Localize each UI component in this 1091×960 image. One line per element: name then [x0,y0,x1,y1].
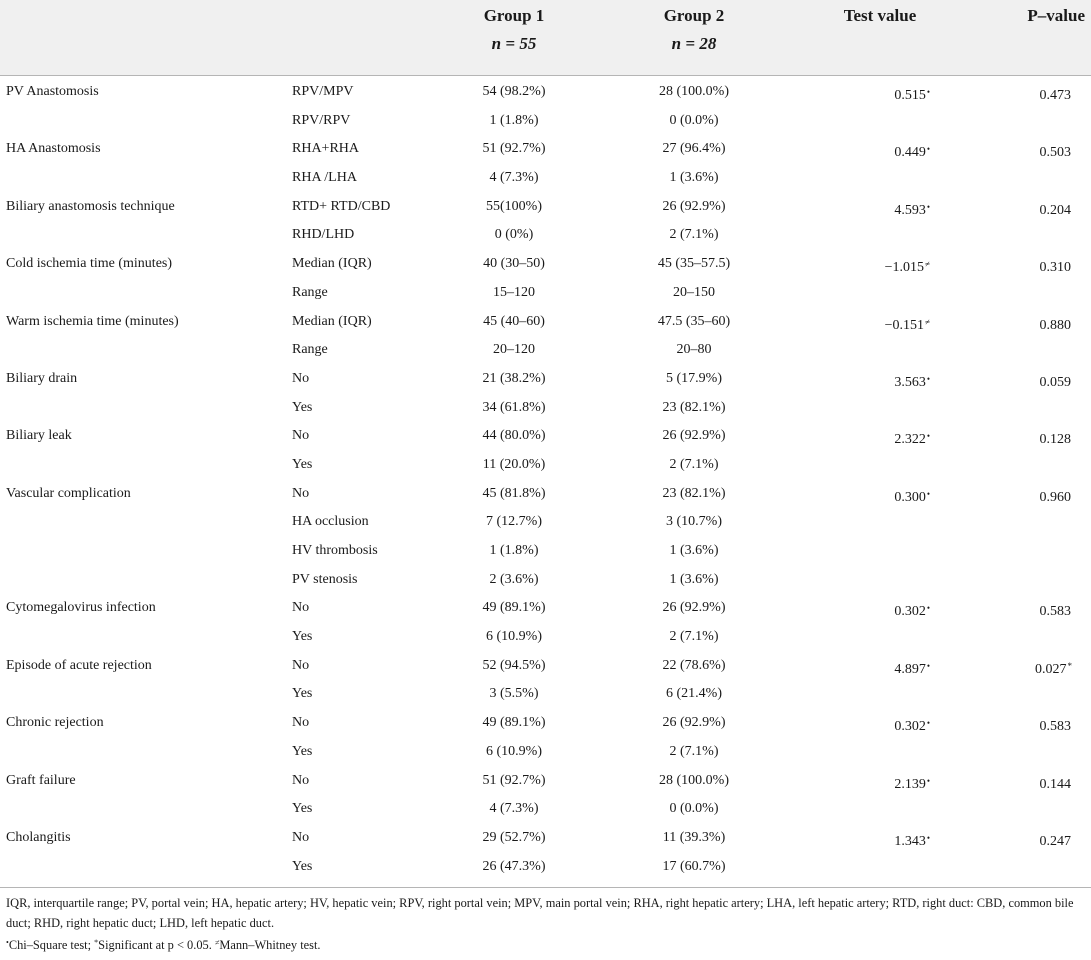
table-row [0,336,1091,365]
group1-cell: 3 (5.5%) [489,686,539,702]
level-cell: No [292,600,310,616]
p-mark: * [1067,660,1072,671]
p-value: 0.503 [1039,145,1071,161]
group1-cell: 21 (38.2%) [482,370,546,386]
group1-cell: 45 (40–60) [483,313,545,329]
group1-cell: 4 (7.3%) [489,801,539,817]
group1-cell: 45 (81.8%) [482,485,546,501]
test-value: 2.322 [894,432,926,448]
group2-cell: 2 (7.1%) [669,456,719,472]
test-value: 2.139 [894,776,926,792]
level-cell: Yes [292,629,313,645]
test-mark: • [926,660,930,671]
test-mark: ≠ [925,316,930,327]
group1-cell: 7 (12.7%) [486,514,542,530]
variable-cell: Vascular complication [6,485,131,501]
level-cell: Yes [292,456,313,472]
test-mark: • [926,144,930,155]
group1-cell: 0 (0%) [494,227,534,243]
level-cell: Range [292,342,328,358]
p-value: 0.204 [1039,202,1071,218]
p-value: 0.583 [1039,719,1071,735]
group2-cell: 6 (21.4%) [666,686,722,702]
group2-cell: 23 (82.1%) [662,399,726,415]
table-row [0,78,1091,107]
test-mark: • [926,775,930,786]
mann-whitney-mark: ≠ [214,938,220,947]
group2-n: n = 28 [671,34,717,53]
group2-cell: 1 (3.6%) [669,170,719,186]
table-row [0,193,1091,222]
group2-cell: 3 (10.7%) [666,514,722,530]
table-row [0,795,1091,824]
test-value-cell [820,853,930,886]
group2-label: Group 2 [663,6,725,25]
variable-cell: Episode of acute rejection [6,657,152,673]
p-value: 0.880 [1039,317,1071,333]
group1-cell: 55(100%) [486,198,542,214]
p-value: 0.247 [1039,833,1071,849]
variable-cell: Biliary anastomosis technique [6,198,175,214]
table-row [0,365,1091,394]
header-test-value: Test value [843,6,917,25]
p-value: 0.310 [1039,260,1071,276]
p-value: 0.128 [1039,432,1071,448]
variable-cell: Warm ischemia time (minutes) [6,313,179,329]
p-value: 0.144 [1039,776,1071,792]
test-value: 0.449 [894,145,926,161]
group2-cell: 2 (7.1%) [669,743,719,759]
group2-cell: 47.5 (35–60) [657,313,731,329]
test-mark: ≠ [925,259,930,270]
group2-cell: 26 (92.9%) [662,198,726,214]
test-mark: • [926,603,930,614]
level-cell: RHA+RHA [292,141,360,157]
significance-mark: * [94,938,99,947]
group1-cell: 49 (89.1%) [482,715,546,731]
group2-cell: 0 (0.0%) [669,801,719,817]
group2-cell: 5 (17.9%) [666,370,722,386]
level-cell: Median (IQR) [292,256,372,272]
group2-cell: 17 (60.7%) [662,858,726,874]
table-row [0,451,1091,480]
test-mark: • [926,201,930,212]
statistics-note [6,933,1086,955]
level-cell: No [292,428,310,444]
group1-cell: 34 (61.8%) [482,399,546,415]
group2-cell: 26 (92.9%) [662,715,726,731]
group2-cell: 1 (3.6%) [669,543,719,558]
table-row [0,680,1091,709]
level-cell: No [292,485,310,501]
header-p-value: P–value [1027,6,1085,25]
table-row [0,594,1091,623]
group2-cell: 20–80 [676,342,712,358]
level-cell: No [292,715,310,731]
table-header [0,0,1091,76]
table-row [0,623,1091,652]
group1-cell: 2 (3.6%) [489,571,539,587]
group1-cell: 4 (7.3%) [489,170,539,186]
group2-cell: 0 (0.0%) [669,112,719,128]
group1-cell: 49 (89.1%) [482,600,546,616]
group1-cell: 51 (92.7%) [482,772,546,788]
test-mark: • [926,832,930,843]
table-row [0,135,1091,164]
test-mark: • [926,373,930,384]
level-cell: No [292,772,310,788]
test-mark: • [926,87,930,97]
level-cell: RPV/RPV [292,112,351,128]
test-value: −1.015 [884,260,925,276]
variable-cell: Graft failure [6,772,76,788]
table-row [0,537,1091,566]
table-row [0,422,1091,451]
test-value: 0.300 [894,489,926,505]
level-cell: Yes [292,858,313,874]
test-value: 0.302 [894,719,926,735]
table-row [0,480,1091,509]
table-row [0,279,1091,308]
group1-cell: 52 (94.5%) [482,657,546,673]
group2-cell: 45 (35–57.5) [657,256,731,272]
level-cell: No [292,657,310,673]
level-cell: HV thrombosis [292,543,378,558]
level-cell: RHA /LHA [292,170,357,186]
p-value: 0.473 [1039,88,1071,103]
group2-cell: 2 (7.1%) [669,629,719,645]
group1-cell: 6 (10.9%) [486,629,542,645]
group1-n: n = 55 [491,34,537,53]
group1-cell: 11 (20.0%) [482,456,546,472]
level-cell: RPV/MPV [292,84,354,99]
table-row [0,853,1091,882]
table-row [0,508,1091,537]
variable-cell: Biliary leak [6,428,72,444]
test-mark: • [926,488,930,499]
group1-cell: 15–120 [493,284,535,300]
table-row [0,107,1091,136]
p-value: 0.583 [1039,604,1071,620]
level-cell: Yes [292,743,313,759]
table-footnotes [6,893,1086,955]
group1-cell: 40 (30–50) [483,256,545,272]
group2-cell: 28 (100.0%) [659,84,729,99]
group1-cell: 54 (98.2%) [482,84,546,99]
table-body [0,78,1091,881]
group1-cell: 26 (47.3%) [482,858,546,874]
group1-cell: 44 (80.0%) [482,428,546,444]
variable-cell: PV Anastomosis [6,84,99,99]
table-row [0,566,1091,595]
test-value: 1.343 [894,833,926,849]
abbreviations-note: IQR, interquartile range; PV, portal vein; HA, hepatic artery; HV, hepatic vein; RPV, right portal vein; MPV, main portal vein; RHA, right hepatic artery; LHA, left hepatic artery; RTD, right duct: CBD, common bile duct; RHD, right hepatic duct; LHD, left hepatic duct. [6,896,1074,930]
variable-cell: Chronic rejection [6,715,104,731]
test-mark: • [926,718,930,729]
level-cell: RHD/LHD [292,227,355,243]
group1-cell: 6 (10.9%) [486,743,542,759]
group1-label: Group 1 [483,6,545,25]
variable-cell: Cold ischemia time (minutes) [6,256,173,272]
table-row [0,164,1091,193]
table-row [0,738,1091,767]
footer-divider [0,887,1091,888]
significance-text: Significant at p < 0.05. [98,938,215,952]
variable-cell: Cytomegalovirus infection [6,600,156,616]
group2-cell: 23 (82.1%) [662,485,726,501]
mann-whitney-text: Mann–Whitney test. [219,938,321,952]
group1-cell: 20–120 [493,342,535,358]
test-value: 3.563 [894,374,926,390]
group1-cell: 29 (52.7%) [482,829,546,845]
chi-square-text: Chi–Square test; [8,938,95,952]
test-value: −0.151 [884,317,925,333]
chi-square-mark: • [6,938,9,947]
group2-cell: 22 (78.6%) [662,657,726,673]
level-cell: Yes [292,686,313,702]
variable-cell: Biliary drain [6,370,78,386]
level-cell: Yes [292,801,313,817]
level-cell: Range [292,284,328,300]
group2-cell: 20–150 [673,284,715,300]
header-group2 [644,2,744,58]
table-row [0,250,1091,279]
p-value: 0.059 [1039,374,1071,390]
group2-cell: 11 (39.3%) [662,829,726,845]
test-value: 4.897 [894,661,926,677]
group1-cell: 1 (1.8%) [489,543,539,558]
group2-cell: 26 (92.9%) [662,428,726,444]
group2-cell: 1 (3.6%) [669,571,719,587]
level-cell: No [292,829,310,845]
group2-cell: 2 (7.1%) [669,227,719,243]
test-value: 4.593 [894,202,926,218]
level-cell: No [292,370,310,386]
group2-cell: 26 (92.9%) [662,600,726,616]
level-cell: Median (IQR) [292,313,372,329]
p-value: 0.027 [1035,661,1067,677]
level-cell: RTD+ RTD/CBD [292,198,391,214]
table-row [0,221,1091,250]
level-cell: PV stenosis [292,571,358,587]
p-value: 0.960 [1039,489,1071,505]
test-value: 0.515 [894,88,926,103]
group2-cell: 27 (96.4%) [662,141,726,157]
table-row [0,709,1091,738]
group2-cell: 28 (100.0%) [659,772,729,788]
table-row [0,394,1091,423]
table-row [0,767,1091,796]
table-row [0,652,1091,681]
test-mark: • [926,431,930,442]
p-value-cell [960,853,1072,886]
table-row [0,824,1091,853]
header-group1 [464,2,564,58]
table-row [0,308,1091,337]
level-cell: Yes [292,399,313,415]
group1-cell: 51 (92.7%) [482,141,546,157]
group1-cell: 1 (1.8%) [489,112,539,128]
variable-cell: Cholangitis [6,829,71,845]
variable-cell: HA Anastomosis [6,141,101,157]
test-value: 0.302 [894,604,926,620]
level-cell: HA occlusion [292,514,369,530]
